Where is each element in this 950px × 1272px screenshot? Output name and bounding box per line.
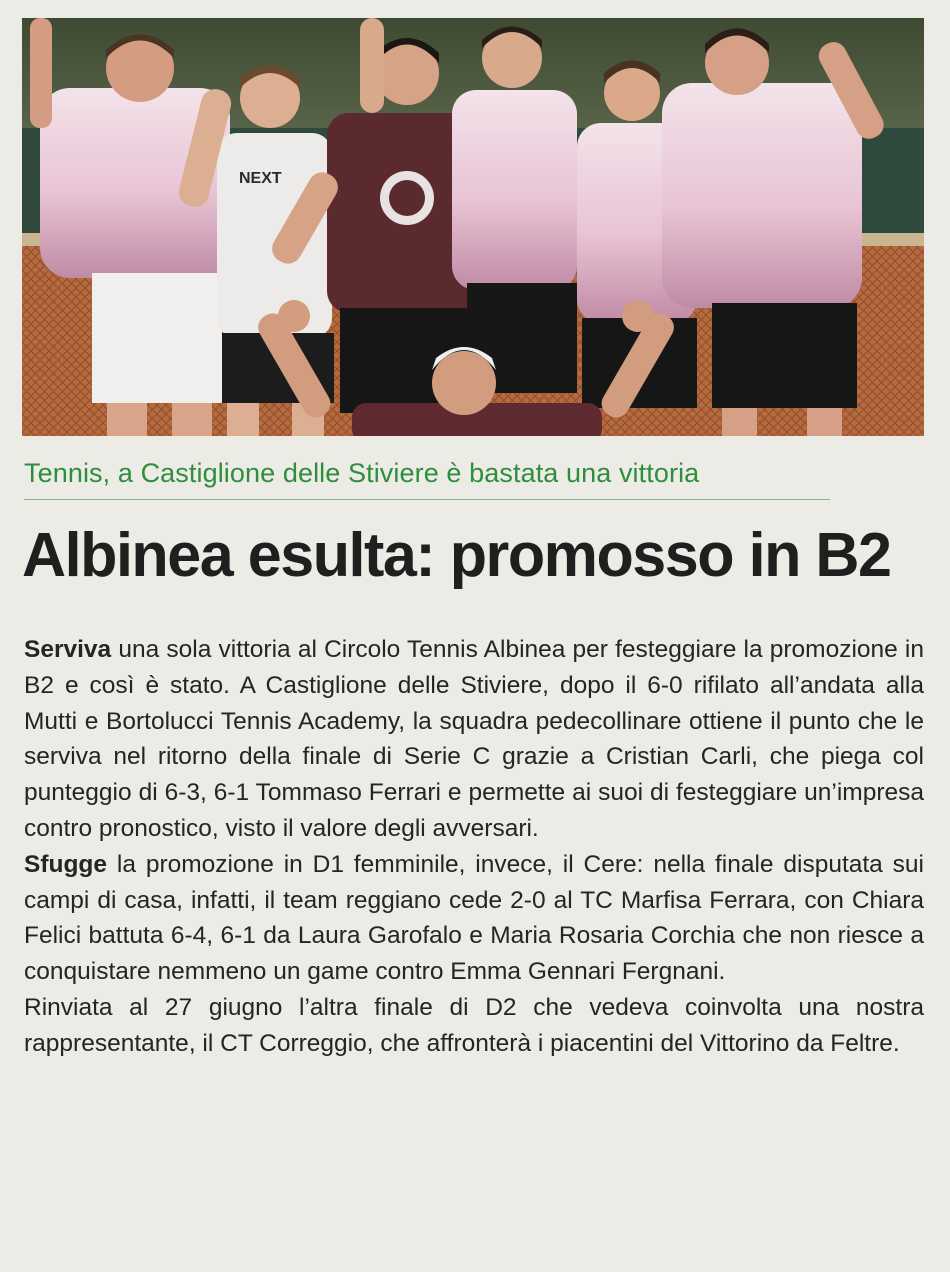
kicker-rule [24, 499, 830, 500]
kicker: Tennis, a Castiglione delle Stiviere è bastata una vittoria [24, 458, 700, 488]
paragraph-2-text: la promozione in D1 femminile, invece, il Cere: nella finale disputata sui campi di casa, infatti, il team reggiano cede 2-0 al TC Marfisa Ferrara, con Chiara Felici battuta 6-4, 6-1 da Laura Garofalo e Maria Rosaria Corchia che non riesce a conquistare nemmeno un game contro Emma Gennari Fergnani. [24, 850, 924, 986]
headline: Albinea esulta: promosso in B2 [22, 521, 891, 590]
team-photo-illustration [22, 18, 924, 436]
article-body [24, 632, 924, 1062]
paragraph-3 [24, 990, 924, 1062]
paragraph-3-text: Rinviata al 27 giugno l’altra finale di D2 che vedeva coinvolta una nostra rappresentante, il CT Correggio, che affronterà i piacentini del Vittorino da Feltre. [24, 993, 924, 1057]
paragraph-2 [24, 847, 924, 990]
paragraph-2-lead: Sfugge [24, 850, 108, 878]
shirt-logo-text: NEXT [239, 170, 282, 187]
paragraph-1-text: una sola vittoria al Circolo Tennis Albinea per festeggiare la promozione in B2 e così è stato. A Castiglione delle Stiviere, dopo il 6-0 rifilato all’andata alla Mutti e Bortolucci Tennis Academy, la squadra pedecollinare ottiene il punto che le serviva nel ritorno della finale di Serie C grazie a Cristian Carli, che piega col punteggio di 6-3, 6-1 Tommaso Ferrari e permette ai suoi di festeggiare un’impresa contro pronostico, visto il valore degli avversari. [24, 636, 924, 842]
paragraph-1 [24, 632, 924, 847]
paragraph-1-lead: Serviva [24, 636, 112, 663]
team-photo [22, 18, 924, 436]
